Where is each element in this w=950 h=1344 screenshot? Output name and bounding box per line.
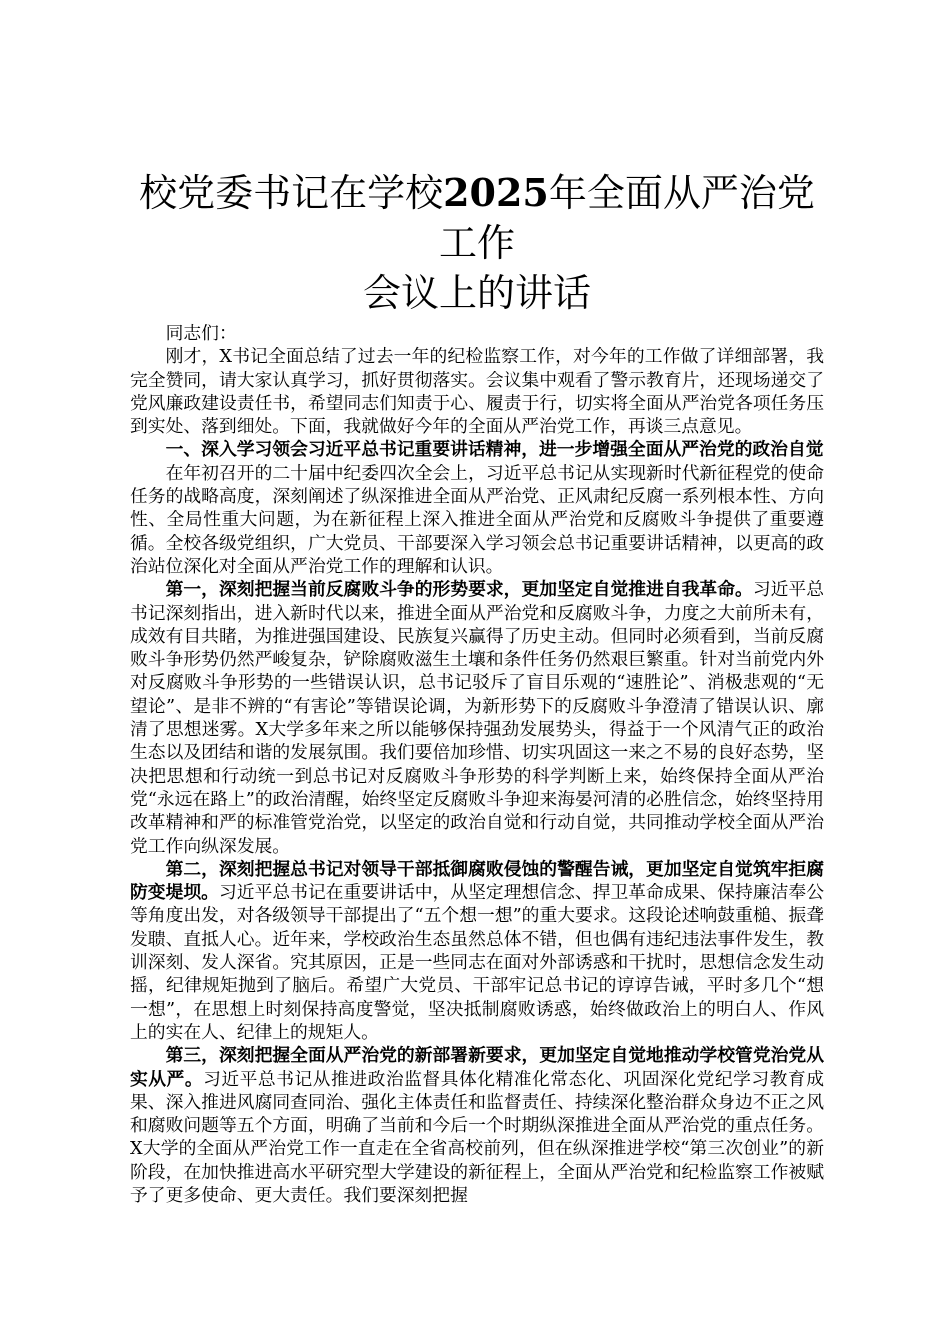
point-3-lead: 第三，深刻把握全面从严治党的新部署新要求，更加坚定自觉地推动学校管党治党从实从严。 bbox=[130, 1045, 824, 1090]
point-1-body: 习近平总书记深刻指出，进入新时代以来，推进全面从严治党和反腐败斗争，力度之大前所未有，成效有目共睹，为推进强国建设、民族复兴赢得了历史主动。但同时必须看到，当前反腐败斗争形势仍然严峻复杂，铲除腐败滋生土壤和条件任务仍然艰巨繁重。针对当前党内外对反腐败斗争形势的一些错误认识，总书记驳斥了盲目乐观的“速胜论”、消极悲观的“无望论”、是非不辨的“有害论”等错误论调，为新形势下的反腐败斗争澄清了错误认识、廓清了思想迷雾。X大学多年来之所以能够保持强劲发展势头，得益于一个风清气正的政治生态以及团结和谐的发展氛围。我们要倍加珍惜、切实巩固这一来之不易的良好态势，坚决把思想和行动统一到总书记对反腐败斗争形势的科学判断上来，始终保持全面从严治党“永远在路上”的政治清醒，始终坚定反腐败斗争迎来海晏河清的必胜信念，始终坚持用改革精神和严的标准管党治党，以坚定的政治自觉和行动自觉，共同推动学校全面从严治党工作向纵深发展。 bbox=[130, 579, 824, 857]
point-3-paragraph bbox=[130, 1044, 824, 1207]
document-title bbox=[130, 168, 824, 318]
title-year: 2025 bbox=[443, 170, 549, 215]
point-2-lead: 第二，深刻把握总书记对领导干部抵御腐败侵蚀的警醒告诫，更加坚定自觉筑牢拒腐防变堤坝。 bbox=[130, 858, 824, 904]
point-1-lead: 第一，深刻把握当前反腐败斗争的形势要求，更加坚定自觉推进自我革命。 bbox=[165, 579, 753, 601]
point-3-body: 习近平总书记从推进政治监督具体化精准化常态化、巩固深化党纪学习教育成果、深入推进风腐同查同治、强化主体责任和监督责任、持续深化整治群众身边不正之风和腐败问题等五个方面，明确了当前和今后一个时期纵深推进全面从严治党的重点任务。X大学的全面从严治党工作一直走在全省高校前列，但在纵深推进学校“第三次创业”的新阶段，在加快推进高水平研究型大学建设的新征程上，全面从严治党和纪检监察工作被赋予了更多使命、更大责任。我们要深刻把握 bbox=[130, 1068, 824, 1206]
document-page bbox=[130, 168, 824, 1207]
point-1-paragraph bbox=[130, 578, 824, 858]
point-2-paragraph bbox=[130, 858, 824, 1044]
salutation: 同志们： bbox=[165, 323, 237, 344]
section-heading-1: 一、深入学习领会习近平总书记重要讲话精神，进一步增强全面从严治党的政治自觉 bbox=[165, 439, 824, 461]
title-line1: 校党委书记在学校2025年全面从严治党工作 bbox=[139, 170, 815, 265]
point-2-body: 习近平总书记在重要讲话中，从坚定理想信念、捍卫革命成果、保持廉洁奉公等角度出发，对各级领导干部提出了“五个想一想”的重大要求。这段论述响鼓重槌、振聋发聩、直抵人心。近年来，学校政治生态虽然总体不错，但也偶有违纪违法事件发生，教训深刻、发人深省。究其原因，正是一些同志在面对外部诱惑和干扰时，思想信念发生动摇，纪律规矩抛到了脑后。希望广大党员、干部牢记总书记的谆谆告诫，平时多几个“想一想”，在思想上时刻保持高度警觉，坚决抵制腐败诱惑，始终做政治上的明白人、作风上的实在人、纪律上的规矩人。 bbox=[130, 882, 824, 1043]
title-line2: 会议上的讲话 bbox=[362, 271, 591, 315]
intro-paragraph: 刚才，X书记全面总结了过去一年的纪检监察工作，对今年的工作做了详细部署，我完全赞同，请大家认真学习，抓好贯彻落实。会议集中观看了警示教育片，还现场递交了党风廉政建设责任书，希望同志们知责于心、履责于行，切实将全面从严治党各项任务压到实处、落到细处。下面，我就做好今年的全面从严治党工作，再谈三点意见。 bbox=[130, 346, 824, 438]
section-1-paragraph: 在年初召开的二十届中纪委四次全会上，习近平总书记从实现新时代新征程党的使命任务的战略高度，深刻阐述了纵深推进全面从严治党、正风肃纪反腐一系列根本性、方向性、全局性重大问题，为在新征程上深入推进全面从严治党和反腐败斗争提供了重要遵循。全校各级党组织，广大党员、干部要深入学习领会总书记重要讲话精神，以更高的政治站位深化对全面从严治党工作的理解和认识。 bbox=[130, 462, 824, 577]
